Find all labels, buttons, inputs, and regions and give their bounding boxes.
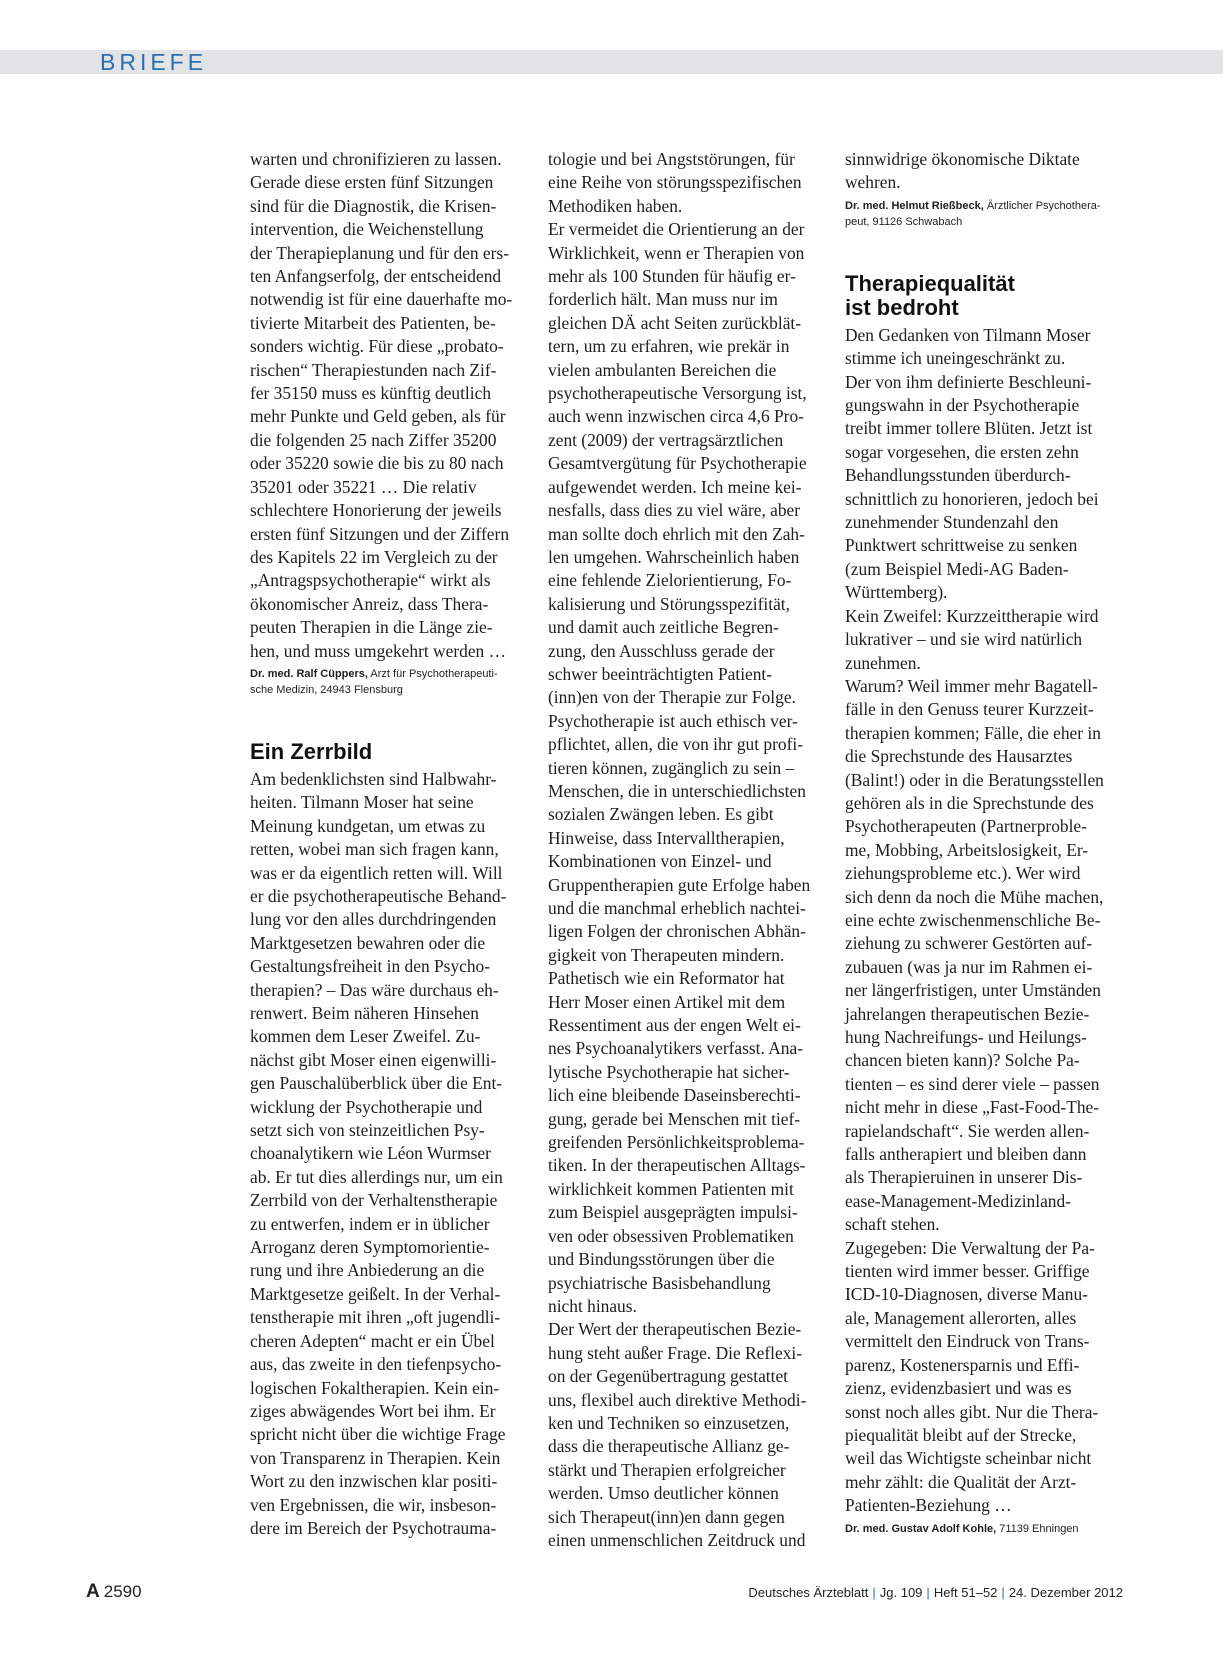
text-line: zienz, evidenzbasiert und was es xyxy=(845,1378,1072,1399)
text-line: Patienten-Beziehung … xyxy=(845,1495,1012,1516)
text-line: zum Beispiel ausgeprägten impulsi- xyxy=(548,1202,798,1223)
text-line: choanalytikern wie Léon Wurmser xyxy=(250,1143,491,1164)
text-line: ligen Folgen der chronischen Abhän- xyxy=(548,921,806,942)
column-2 xyxy=(548,148,830,1552)
text-line: weil das Wichtigste scheinbar nicht xyxy=(845,1448,1092,1469)
publication-info xyxy=(748,1583,1123,1603)
heading-line-1: Therapiequalität xyxy=(845,270,1015,296)
text-line: schlechtere Honorierung der jeweils xyxy=(250,500,502,521)
text-line: Marktgesetzen bewahren oder die xyxy=(250,932,486,953)
text-line: schwer beeinträchtigten Patient- xyxy=(548,663,773,684)
text-line: Hinweise, dass Intervalltherapien, xyxy=(548,827,785,848)
signature-name: Dr. med. Gustav Adolf Kohle, xyxy=(845,1522,997,1535)
text-line: gungswahn in der Psychotherapie xyxy=(845,395,1080,416)
text-line: aufgewendet werden. Ich meine kei- xyxy=(548,476,802,497)
text-line: greifenden Persönlichkeitsproblema- xyxy=(548,1132,805,1153)
text-line: rapielandschaft“. Sie werden allen- xyxy=(845,1120,1090,1141)
text-line: zu entwerfen, indem er in üblicher xyxy=(250,1213,490,1234)
text-line: mehr Punkte und Geld geben, als für xyxy=(250,406,506,427)
text-line: Pathetisch wie ein Reformator hat xyxy=(548,968,785,989)
issue: Heft 51–52 xyxy=(933,1585,998,1600)
text-line: (Balint!) oder in die Beratungsstellen xyxy=(845,769,1104,790)
text-line: Methodiken haben. xyxy=(548,195,683,216)
text-line: Kein Zweifel: Kurzzeittherapie wird xyxy=(845,605,1099,626)
text-line: Der von ihm definierte Beschleuni- xyxy=(845,371,1092,392)
page-prefix: A xyxy=(86,1581,100,1602)
text-line: heiten. Tilmann Moser hat seine xyxy=(250,792,474,813)
text-line: zung, den Ausschluss gerade der xyxy=(548,640,775,661)
text-line: einen unmenschlichen Zeitdruck und xyxy=(548,1529,806,1550)
text-line: Gestaltungsfreiheit in den Psycho- xyxy=(250,956,491,977)
text-line: oder 35220 sowie die bis zu 80 nach xyxy=(250,453,504,474)
text-line: kalisierung und Störungsspezifität, xyxy=(548,593,790,614)
text-line: Warum? Weil immer mehr Bagatell- xyxy=(845,675,1098,696)
text-line: ökonomischer Anreiz, dass Thera- xyxy=(250,593,489,614)
text-line: ale, Management allerorten, alles xyxy=(845,1307,1077,1328)
text-line: nes Psychoanalytikers verfasst. Ana- xyxy=(548,1038,803,1059)
text-line: er die psychotherapeutische Behand- xyxy=(250,885,507,906)
text-line: ziges abwägendes Wort bei ihm. Er xyxy=(250,1400,496,1421)
text-line: stimme ich uneingeschränkt zu. xyxy=(845,348,1066,369)
text-line: vermittelt den Eindruck von Trans- xyxy=(845,1331,1090,1352)
text-line: Psychotherapie ist auch ethisch ver- xyxy=(548,710,798,731)
text-line: (zum Beispiel Medi-AG Baden- xyxy=(845,558,1069,579)
text-line: lich eine bleibende Daseinsberechti- xyxy=(548,1085,801,1106)
signature-detail: Arzt für Psychotherapeuti- xyxy=(367,667,498,680)
text-line: lytische Psychotherapie hat sicher- xyxy=(548,1061,790,1082)
text-line: ten Anfangserfolg, der entscheidend xyxy=(250,266,502,287)
text-line: Wirklichkeit, wenn er Therapien von xyxy=(548,242,805,263)
text-line: lung vor den alles durchdringenden xyxy=(250,909,497,930)
page-footer xyxy=(0,1580,1223,1610)
text-line: nesfalls, dass dies zu viel wäre, aber xyxy=(548,500,801,521)
text-line: dass die therapeutische Allianz ge- xyxy=(548,1436,790,1457)
text-line: Württemberg). xyxy=(845,582,948,603)
text-line: als Therapieruinen in unserer Dis- xyxy=(845,1167,1083,1188)
text-line: der Therapieplanung und für den ers- xyxy=(250,242,509,263)
text-line: werden. Umso deutlicher können xyxy=(548,1483,779,1504)
text-line: schnittlich zu honorieren, jedoch bei xyxy=(845,488,1099,509)
issue-date: 24. Dezember 2012 xyxy=(1008,1585,1123,1600)
text-line: warten und chronifizieren zu lassen. xyxy=(250,149,502,169)
text-line: me, Mobbing, Arbeitslosigkeit, Er- xyxy=(845,839,1089,860)
text-line: tivierte Mitarbeit des Patienten, be- xyxy=(250,312,496,333)
text-line: wicklung der Psychotherapie und xyxy=(250,1096,483,1117)
text-line: vielen ambulanten Bereichen die xyxy=(548,359,777,380)
text-line: hung Nachreifungs- und Heilungs- xyxy=(845,1027,1087,1047)
text-line: ziehungsprobleme etc.). Wer wird xyxy=(845,863,1081,884)
text-line: gung, gerade bei Menschen mit tief- xyxy=(548,1108,801,1129)
text-line: notwendig ist für eine dauerhafte mo- xyxy=(250,289,513,310)
text-line: 35201 oder 35221 … Die relativ xyxy=(250,476,477,497)
text-line: nächst gibt Moser einen eigenwilli- xyxy=(250,1049,497,1070)
text-line: tiken. In der therapeutischen Alltags- xyxy=(548,1155,806,1176)
text-line: schaft stehen. xyxy=(845,1214,940,1235)
text-line: peuten Therapien in die Länge zie- xyxy=(250,617,493,638)
heading-text: Ein Zerrbild xyxy=(250,738,373,764)
text-line: ven Ergebnissen, die wir, insbeson- xyxy=(250,1494,497,1515)
column-1 xyxy=(250,148,516,1540)
text-line: ken und Techniken so einzusetzen, xyxy=(548,1412,790,1433)
text-line: Gruppentherapien gute Erfolge haben xyxy=(548,874,811,895)
text-line: mehr zählt: die Qualität der Arzt- xyxy=(845,1471,1077,1492)
text-line: sich Therapeut(inn)en dann gegen xyxy=(548,1506,785,1527)
text-line: von Transparenz in Therapien. Kein xyxy=(250,1447,501,1468)
text-line: forderlich hält. Man muss nur im xyxy=(548,289,778,310)
text-line: spricht nicht über die wichtige Frage xyxy=(250,1424,506,1445)
text-line: retten, wobei man sich fragen kann, xyxy=(250,839,499,860)
signature-detail: sche Medizin, 24943 Flensburg xyxy=(250,683,403,696)
text-line: und die manchmal erheblich nachtei- xyxy=(548,898,806,918)
text-line: jahrelangen therapeutischen Bezie- xyxy=(845,1003,1090,1024)
text-line: treibt immer tollere Blüten. Jetzt ist xyxy=(845,418,1093,439)
text-line: man sollte doch ehrlich mit den Zah- xyxy=(548,523,805,544)
journal-name: Deutsches Ärzteblatt xyxy=(748,1585,869,1600)
volume: Jg. 109 xyxy=(879,1585,923,1600)
text-line: Meinung kundgetan, um etwas zu xyxy=(250,815,486,836)
text-line: des Kapitels 22 im Vergleich zu der xyxy=(250,546,498,567)
section-label: BRIEFE xyxy=(100,49,208,75)
text-line: Menschen, die in unterschiedlichsten xyxy=(548,780,806,801)
text-line: eine Reihe von störungsspezifischen xyxy=(548,172,802,193)
text-line: fälle in den Genuss teurer Kurzzeit- xyxy=(845,699,1094,720)
letter-cueppers-text xyxy=(250,148,516,663)
text-line: die folgenden 25 nach Ziffer 35200 xyxy=(250,429,497,450)
text-line: Behandlungsstunden überdurch- xyxy=(845,465,1071,486)
text-line: tologie und bei Angststörungen, für xyxy=(548,149,795,169)
text-line: Der Wert der therapeutischen Bezie- xyxy=(548,1319,802,1340)
text-line: Zerrbild von der Verhaltenstherapie xyxy=(250,1190,498,1211)
text-line: wehren. xyxy=(845,172,901,193)
text-line: Marktgesetze geißelt. In der Verhal- xyxy=(250,1283,501,1304)
text-line: ICD-10-Diagnosen, diverse Manu- xyxy=(845,1284,1088,1305)
text-line: nicht mehr in diese „Fast-Food-The- xyxy=(845,1097,1100,1118)
text-line: ven oder obsessiven Problematiken xyxy=(548,1225,794,1246)
letter-zerrbild-end-text xyxy=(845,148,1125,195)
text-line: falls antherapiert und bleiben dann xyxy=(845,1144,1087,1165)
text-line: cheren Adepten“ macht er ein Übel xyxy=(250,1330,495,1351)
text-line: on der Gegenübertragung gestattet xyxy=(548,1366,788,1387)
separator: | xyxy=(1001,1585,1005,1600)
signature-detail: 71139 Ehningen xyxy=(996,1522,1079,1535)
text-line: tern, um zu erfahren, wie prekär in xyxy=(548,336,790,357)
text-line: Ressentiment aus der engen Welt ei- xyxy=(548,1015,801,1036)
text-line: zubauen (was ja nur im Rahmen ei- xyxy=(845,956,1093,977)
text-line: ab. Er tut dies allerdings nur, um ein xyxy=(250,1166,503,1187)
text-line: ease-Management-Medizinland- xyxy=(845,1190,1071,1211)
text-line: intervention, die Weichenstellung xyxy=(250,219,484,240)
text-line: aus, das zweite in den tiefenpsycho- xyxy=(250,1354,502,1375)
text-line: Wort zu den inzwischen klar positi- xyxy=(250,1471,498,1492)
text-line: Gerade diese ersten fünf Sitzungen xyxy=(250,172,494,193)
letter-zerrbild-text xyxy=(250,768,516,1540)
heading-ein-zerrbild xyxy=(250,740,516,764)
text-line: dere im Bereich der Psychotrauma- xyxy=(250,1517,497,1538)
text-line: wirklichkeit kommen Patienten mit xyxy=(548,1178,794,1199)
text-line: chancen bieten kann)? Solche Pa- xyxy=(845,1050,1080,1071)
text-line: sozialen Zwängen leben. Es gibt xyxy=(548,804,774,825)
text-line: was er da eigentlich retten will. Will xyxy=(250,862,503,883)
signature-cueppers xyxy=(250,666,516,698)
text-line: therapien? – Das wäre durchaus eh- xyxy=(250,979,499,1000)
text-line: tienten wird immer besser. Griffige xyxy=(845,1261,1090,1282)
text-line: stärkt und Therapien erfolgreicher xyxy=(548,1459,786,1480)
signature-name: Dr. med. Ralf Cüppers, xyxy=(250,667,368,680)
signature-detail: peut, 91126 Schwabach xyxy=(845,215,963,228)
text-line: setzt sich von steinzeitlichen Psy- xyxy=(250,1120,485,1141)
separator: | xyxy=(926,1585,930,1600)
text-line: ersten fünf Sitzungen und der Ziffern xyxy=(250,523,510,544)
letter-zerrbild-continued-text xyxy=(548,148,830,1552)
text-line: „Antragspsychotherapie“ wirkt als xyxy=(250,570,491,591)
text-line: und Bindungsstörungen über die xyxy=(548,1249,775,1270)
text-line: logischen Fokaltherapien. Kein ein- xyxy=(250,1377,500,1398)
text-line: Arroganz deren Symptomorientie- xyxy=(250,1237,490,1258)
text-line: rischen“ Therapiestunden nach Zif- xyxy=(250,359,497,380)
text-line: Kombinationen von Einzel- und xyxy=(548,851,772,872)
text-line: nicht hinaus. xyxy=(548,1295,637,1316)
page-number xyxy=(86,1580,142,1604)
text-line: hen, und muss umgekehrt werden … xyxy=(250,640,506,661)
text-line: tenstherapie mit ihren „oft jugendli- xyxy=(250,1307,501,1328)
text-line: Punktwert schrittweise zu senken xyxy=(845,535,1078,556)
text-line: sind für die Diagnostik, die Krisen- xyxy=(250,195,497,216)
text-line: tieren können, zugänglich zu sein – xyxy=(548,757,795,778)
heading-therapiequalitaet xyxy=(845,272,1125,320)
text-line: rung und ihre Anbiederung an die xyxy=(250,1260,485,1281)
text-line: zent (2009) der vertragsärztlichen xyxy=(548,429,784,450)
signature-riessbeck xyxy=(845,198,1125,230)
heading-line-2: ist bedroht xyxy=(845,294,959,320)
text-line: die Sprechstunde des Hausarztes xyxy=(845,746,1073,767)
text-line: Am bedenklichsten sind Halbwahr- xyxy=(250,768,497,789)
text-line: gehören als in die Sprechstunde des xyxy=(845,792,1094,813)
text-line: Gesamtvergütung für Psychotherapie xyxy=(548,453,807,474)
text-line: renwert. Beim näheren Hinsehen xyxy=(250,1003,479,1023)
text-line: uns, flexibel auch direktive Methodi- xyxy=(548,1389,807,1410)
text-line: psychiatrische Basisbehandlung xyxy=(548,1272,771,1293)
text-line: gigkeit von Therapeuten mindern. xyxy=(548,944,785,965)
text-line: sonst noch alles gibt. Nur die Thera- xyxy=(845,1401,1099,1422)
text-line: eine fehlende Zielorientierung, Fo- xyxy=(548,570,792,591)
text-line: gen Pauschalüberblick über die Ent- xyxy=(250,1073,503,1094)
text-line: therapien kommen; Fälle, die eher in xyxy=(845,722,1101,743)
column-3 xyxy=(845,148,1125,1537)
text-line: Er vermeidet die Orientierung an der xyxy=(548,219,805,240)
text-line: sinnwidrige ökonomische Diktate xyxy=(845,149,1080,169)
text-line: zunehmen. xyxy=(845,652,921,673)
text-line: Psychotherapeuten (Partnerproble- xyxy=(845,816,1087,837)
text-line: Zugegeben: Die Verwaltung der Pa- xyxy=(845,1237,1095,1258)
letter-kohle-text xyxy=(845,324,1125,1518)
text-line: hung steht außer Frage. Die Reflexi- xyxy=(548,1342,803,1363)
text-line: Den Gedanken von Tilmann Moser xyxy=(845,324,1091,345)
text-line: (inn)en von der Therapie zur Folge. xyxy=(548,687,796,708)
text-line: pflichtet, allen, die von ihr gut profi- xyxy=(548,734,803,755)
text-line: fer 35150 muss es künftig deutlich xyxy=(250,383,492,404)
separator: | xyxy=(872,1585,876,1600)
text-line: len umgehen. Wahrscheinlich haben xyxy=(548,546,800,567)
text-line: gleichen DÄ acht Seiten zurückblät- xyxy=(548,312,802,333)
text-line: mehr als 100 Stunden für häufig er- xyxy=(548,266,796,287)
text-line: ziehung zu schwerer Gestörten auf- xyxy=(845,933,1093,954)
text-line: zunehmender Stundenzahl den xyxy=(845,512,1059,533)
text-line: sonders wichtig. Für diese „probato- xyxy=(250,336,504,357)
signature-name: Dr. med. Helmut Rießbeck, xyxy=(845,199,984,212)
page-number-value: 2590 xyxy=(103,1582,142,1601)
text-line: und damit auch zeitliche Begren- xyxy=(548,617,779,638)
text-line: lukrativer – und sie wird natürlich xyxy=(845,629,1083,650)
text-line: tienten – es sind derer viele – passen xyxy=(845,1073,1100,1094)
text-line: sogar vorgesehen, die ersten zehn xyxy=(845,441,1079,462)
text-line: kommen dem Leser Zweifel. Zu- xyxy=(250,1026,481,1047)
text-line: sich denn da noch die Mühe machen, xyxy=(845,886,1104,907)
text-line: piequalität bleibt auf der Strecke, xyxy=(845,1424,1077,1445)
text-line: ner längerfristigen, unter Umständen xyxy=(845,980,1101,1001)
signature-kohle xyxy=(845,1521,1125,1537)
text-line: parenz, Kostenersparnis und Effi- xyxy=(845,1354,1080,1375)
text-line: auch wenn inzwischen circa 4,6 Pro- xyxy=(548,406,804,427)
text-line: eine echte zwischenmenschliche Be- xyxy=(845,909,1101,930)
signature-detail: Ärztlicher Psychothera- xyxy=(983,199,1101,212)
text-line: Herr Moser einen Artikel mit dem xyxy=(548,991,786,1012)
text-line: psychotherapeutische Versorgung ist, xyxy=(548,383,807,404)
